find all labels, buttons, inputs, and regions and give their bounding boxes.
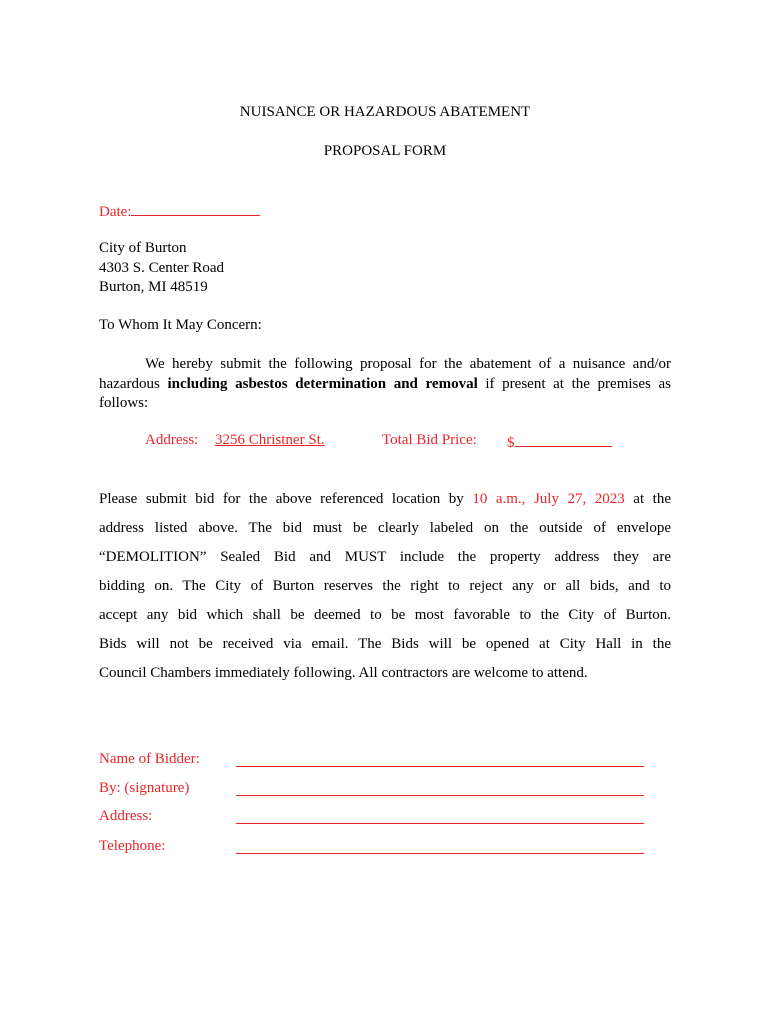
bid-address-value: 3256 Christner St. [215,432,325,448]
telephone-row[interactable] [99,838,644,860]
currency-symbol: $ [507,435,515,451]
telephone-label: Telephone: [99,838,166,854]
signature-line[interactable] [236,795,644,796]
bid-address-label: Address: [145,432,199,448]
bidder-name-label: Name of Bidder: [99,751,200,767]
bidder-address-row[interactable] [99,808,644,830]
instructions-text: Please submit bid for the above referenced location by [99,491,473,507]
bidder-name-line[interactable] [236,766,644,767]
instructions-line-5: accept any bid which shall be deemed to be most favorable to the City of Burton. [99,607,671,623]
intro-bold-text: including asbestos determination and removal [167,375,478,392]
salutation: To Whom It May Concern: [99,317,262,333]
instructions-line-3: “DEMOLITION” Sealed Bid and MUST include the property address they are [99,549,671,565]
total-bid-price-label: Total Bid Price: [382,432,477,448]
bidder-address-label: Address: [99,808,153,824]
instructions-line-4: bidding on. The City of Burton reserves the right to reject any or all bids, and to [99,578,671,594]
date-blank-line[interactable] [131,201,260,216]
recipient-line-3: Burton, MI 48519 [99,279,208,295]
bid-price-field[interactable] [507,432,612,452]
bidder-name-row[interactable] [99,751,644,773]
signature-label: By: (signature) [99,780,190,796]
bid-price-blank-line[interactable] [515,432,612,447]
bidder-address-line[interactable] [236,823,644,824]
instructions-line-1 [99,485,671,514]
document-title: NUISANCE OR HAZARDOUS ABATEMENT [239,104,531,120]
instructions-paragraph [99,485,671,688]
intro-text-2: if present at the premises as follows: [99,375,672,411]
recipient-line-2: 4303 S. Center Road [99,259,224,276]
instructions-line-2: address listed above. The bid must be clearly labeled on the outside of envelope [99,520,671,536]
instructions-text: at the [624,491,671,507]
recipient-line-1: City of Burton [99,240,187,256]
recipient-address [99,239,224,298]
intro-text-1: We hereby submit the following proposal for the abatement of a nuisance and/or hazardous [99,356,671,392]
telephone-line[interactable] [236,853,644,854]
signature-row[interactable] [99,780,644,802]
instructions-line-6: Bids will not be received via email. The Bids will be opened at City Hall in the [99,636,671,652]
instructions-line-7: Council Chambers immediately following. All contractors are welcome to attend. [99,665,588,681]
document-subtitle: PROPOSAL FORM [323,143,447,159]
date-field[interactable] [99,201,260,221]
intro-paragraph [99,355,671,414]
date-label: Date: [99,204,132,220]
bid-deadline: 10 a.m., July 27, 2023 [472,491,625,507]
